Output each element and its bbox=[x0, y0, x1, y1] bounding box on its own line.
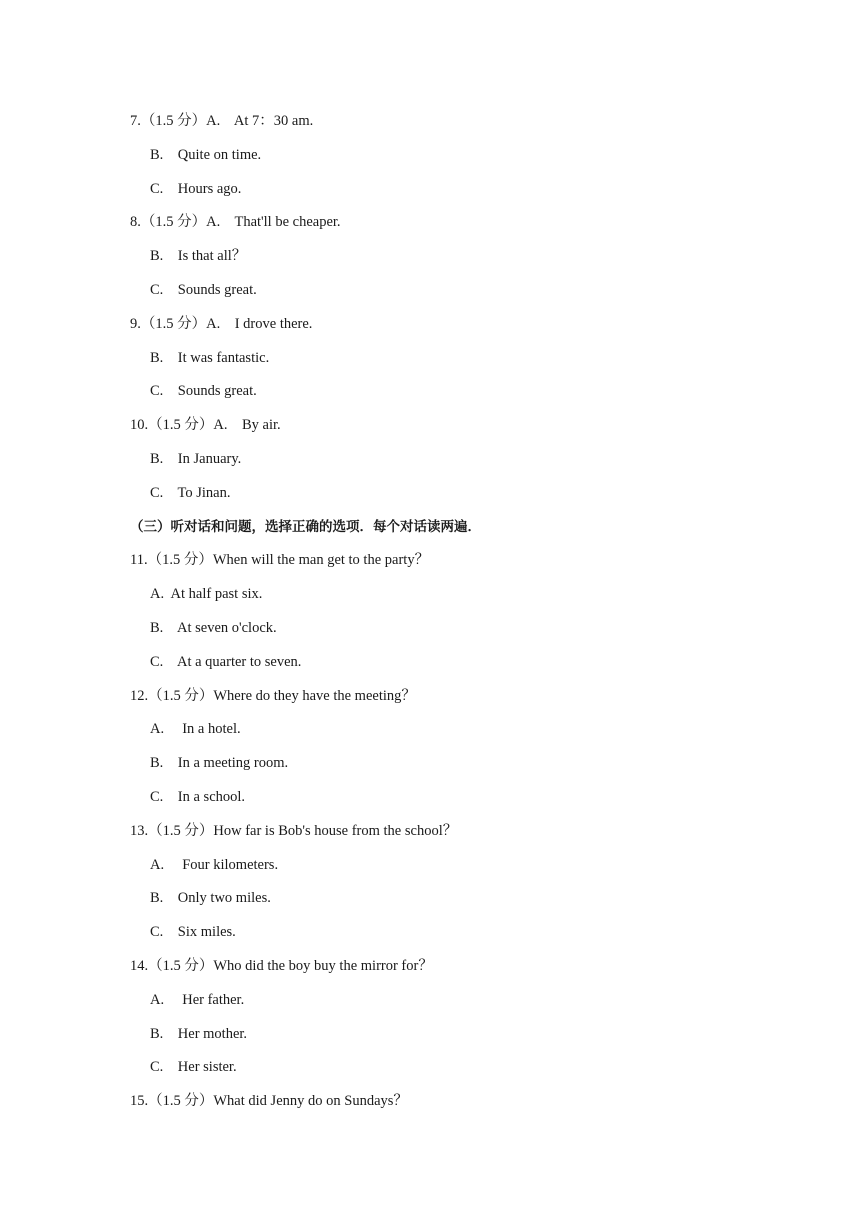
option-line: A. In a hotel. bbox=[150, 721, 241, 738]
option-line: B. In a meeting room. bbox=[150, 755, 289, 772]
question-line: 13.（1.5 分）How far is Bob's house from the school？ bbox=[130, 822, 458, 839]
option-line: B. It was fantastic. bbox=[150, 349, 270, 366]
option-line: C. Six miles. bbox=[150, 924, 236, 941]
option-line: B. At seven o'clock. bbox=[150, 620, 277, 636]
option-line: C. In a school. bbox=[150, 789, 246, 805]
question-line: 14.（1.5 分）Who did the boy buy the mirror for？ bbox=[130, 958, 433, 974]
option-line: C. Hours ago. bbox=[150, 180, 242, 197]
question-line: 7.（1.5 分）A. At 7：30 am. bbox=[130, 113, 314, 129]
question-line: 11.（1.5 分）When will the man get to the party？ bbox=[130, 552, 430, 569]
question-line: 9.（1.5 分）A. I drove there. bbox=[130, 315, 313, 332]
option-line: C. Sounds great. bbox=[150, 282, 257, 298]
question-line: 15.（1.5 分）What did Jenny do on Sundays？ bbox=[130, 1093, 408, 1110]
question-line: 12.（1.5 分）Where do they have the meeting？ bbox=[130, 687, 416, 704]
option-line: B. Her mother. bbox=[150, 1025, 248, 1042]
option-line: C. Sounds great. bbox=[150, 383, 257, 400]
question-line: 8.（1.5 分）A. That'll be cheaper. bbox=[130, 214, 341, 231]
question-line: 10.（1.5 分）A. By air. bbox=[130, 417, 281, 434]
option-line: A. Four kilometers. bbox=[150, 856, 279, 873]
option-line: C. At a quarter to seven. bbox=[150, 653, 302, 670]
option-line: C. Her sister. bbox=[150, 1059, 237, 1076]
option-line: B. Is that all？ bbox=[150, 248, 247, 265]
option-line: B. Quite on time. bbox=[150, 146, 262, 163]
section-heading: （三）听对话和问题，选择正确的选项．每个对话读两遍． bbox=[130, 518, 481, 535]
option-line: C. To Jinan. bbox=[150, 484, 231, 501]
option-line: A. At half past six. bbox=[150, 586, 263, 603]
option-line: A. Her father. bbox=[150, 991, 245, 1008]
option-line: B. In January. bbox=[150, 451, 242, 467]
option-line: B. Only two miles. bbox=[150, 890, 271, 907]
